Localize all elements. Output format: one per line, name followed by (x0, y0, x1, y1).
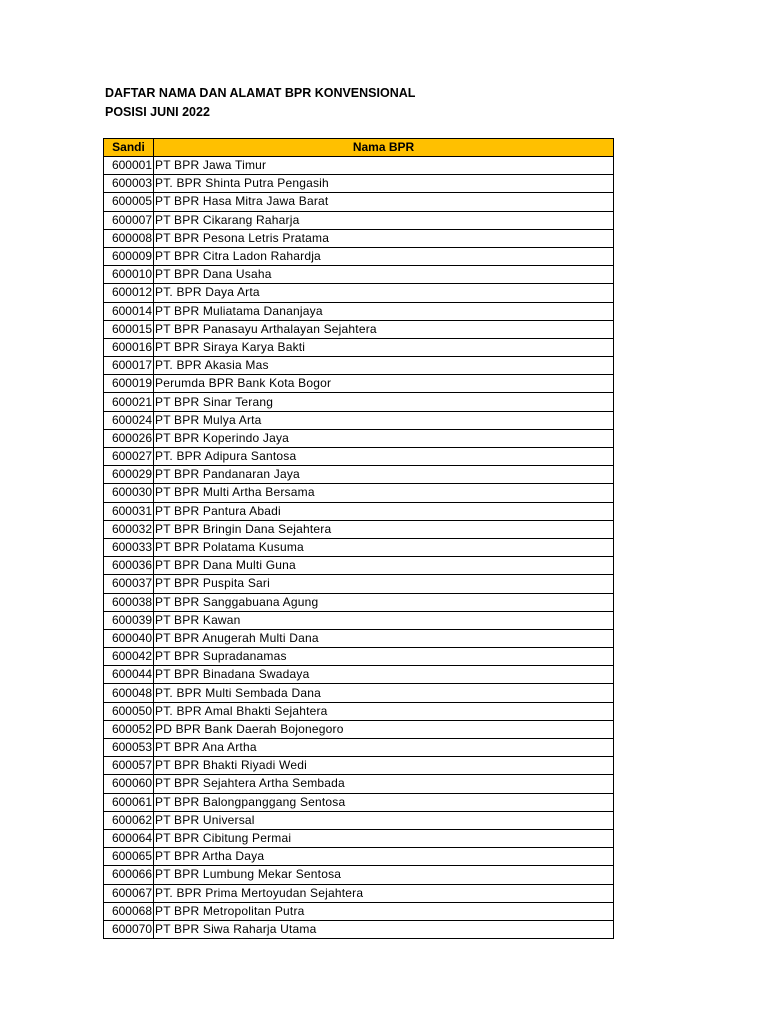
nama-bpr-cell: PT BPR Sanggabuana Agung (154, 593, 614, 611)
table-row (104, 684, 614, 702)
nama-bpr-cell: PT BPR Koperindo Jaya (154, 429, 614, 447)
nama-bpr-cell: PT BPR Pesona Letris Pratama (154, 229, 614, 247)
sandi-cell: 600027 (104, 448, 154, 466)
nama-bpr-cell: PT BPR Ana Artha (154, 739, 614, 757)
nama-bpr-cell: PT BPR Sejahtera Artha Sembada (154, 775, 614, 793)
table-row (104, 484, 614, 502)
sandi-cell: 600005 (104, 193, 154, 211)
sandi-cell: 600008 (104, 229, 154, 247)
table-row (104, 357, 614, 375)
sandi-cell: 600064 (104, 829, 154, 847)
table-row (104, 502, 614, 520)
sandi-cell: 600040 (104, 629, 154, 647)
sandi-cell: 600014 (104, 302, 154, 320)
sandi-cell: 600037 (104, 575, 154, 593)
nama-bpr-cell: PT. BPR Amal Bhakti Sejahtera (154, 702, 614, 720)
sandi-cell: 600032 (104, 520, 154, 538)
table-row (104, 648, 614, 666)
table-row (104, 593, 614, 611)
sandi-cell: 600053 (104, 739, 154, 757)
table-row (104, 920, 614, 938)
nama-bpr-cell: PT BPR Pantura Abadi (154, 502, 614, 520)
nama-bpr-cell: PT BPR Binadana Swadaya (154, 666, 614, 684)
document-title: DAFTAR NAMA DAN ALAMAT BPR KONVENSIONAL (105, 86, 416, 100)
nama-bpr-cell: PT BPR Anugerah Multi Dana (154, 629, 614, 647)
sandi-cell: 600012 (104, 284, 154, 302)
sandi-cell: 600050 (104, 702, 154, 720)
nama-bpr-cell: PT BPR Artha Daya (154, 848, 614, 866)
sandi-cell: 600070 (104, 920, 154, 938)
sandi-cell: 600048 (104, 684, 154, 702)
sandi-cell: 600009 (104, 247, 154, 265)
sandi-cell: 600036 (104, 557, 154, 575)
sandi-cell: 600001 (104, 157, 154, 175)
sandi-cell: 600016 (104, 338, 154, 356)
sandi-cell: 600031 (104, 502, 154, 520)
table-row (104, 193, 614, 211)
nama-bpr-cell: PT BPR Puspita Sari (154, 575, 614, 593)
sandi-cell: 600030 (104, 484, 154, 502)
nama-bpr-cell: PT BPR Cibitung Permai (154, 829, 614, 847)
nama-bpr-cell: PT BPR Multi Artha Bersama (154, 484, 614, 502)
table-row (104, 538, 614, 556)
nama-bpr-cell: PT BPR Universal (154, 811, 614, 829)
table-row (104, 393, 614, 411)
table-row (104, 557, 614, 575)
table-row (104, 611, 614, 629)
nama-bpr-cell: PT BPR Citra Ladon Rahardja (154, 247, 614, 265)
sandi-cell: 600060 (104, 775, 154, 793)
table-row (104, 448, 614, 466)
table-row (104, 175, 614, 193)
nama-bpr-cell: PT BPR Bringin Dana Sejahtera (154, 520, 614, 538)
table-row (104, 848, 614, 866)
sandi-cell: 600044 (104, 666, 154, 684)
sandi-cell: 600021 (104, 393, 154, 411)
table-row (104, 411, 614, 429)
table-row (104, 466, 614, 484)
table-row (104, 757, 614, 775)
nama-bpr-cell: PT BPR Lumbung Mekar Sentosa (154, 866, 614, 884)
nama-bpr-cell: PT BPR Siraya Karya Bakti (154, 338, 614, 356)
nama-bpr-cell: PT BPR Supradanamas (154, 648, 614, 666)
table-row (104, 629, 614, 647)
nama-bpr-cell: PT BPR Siwa Raharja Utama (154, 920, 614, 938)
table-row (104, 229, 614, 247)
table-row (104, 811, 614, 829)
nama-bpr-cell: PT. BPR Shinta Putra Pengasih (154, 175, 614, 193)
nama-bpr-cell: PT BPR Metropolitan Putra (154, 902, 614, 920)
sandi-cell: 600052 (104, 720, 154, 738)
table-row (104, 211, 614, 229)
nama-bpr-cell: PT BPR Cikarang Raharja (154, 211, 614, 229)
table-row (104, 247, 614, 265)
table-row (104, 702, 614, 720)
table-row (104, 338, 614, 356)
nama-bpr-cell: PT BPR Panasayu Arthalayan Sejahtera (154, 320, 614, 338)
sandi-cell: 600010 (104, 266, 154, 284)
nama-bpr-cell: PT BPR Sinar Terang (154, 393, 614, 411)
sandi-cell: 600026 (104, 429, 154, 447)
document-subtitle: POSISI JUNI 2022 (105, 104, 210, 119)
nama-bpr-cell: PT. BPR Multi Sembada Dana (154, 684, 614, 702)
table-row (104, 520, 614, 538)
table-body (104, 157, 614, 939)
sandi-cell: 600029 (104, 466, 154, 484)
sandi-cell: 600042 (104, 648, 154, 666)
table-header-row (104, 139, 614, 157)
sandi-cell: 600003 (104, 175, 154, 193)
table-row (104, 866, 614, 884)
table-row (104, 429, 614, 447)
nama-bpr-cell: PT. BPR Adipura Santosa (154, 448, 614, 466)
table-row (104, 284, 614, 302)
nama-bpr-cell: PT. BPR Daya Arta (154, 284, 614, 302)
sandi-cell: 600065 (104, 848, 154, 866)
table-row (104, 266, 614, 284)
nama-bpr-cell: PD BPR Bank Daerah Bojonegoro (154, 720, 614, 738)
sandi-cell: 600057 (104, 757, 154, 775)
sandi-cell: 600061 (104, 793, 154, 811)
sandi-cell: 600033 (104, 538, 154, 556)
table-row (104, 884, 614, 902)
sandi-cell: 600007 (104, 211, 154, 229)
sandi-cell: 600038 (104, 593, 154, 611)
table-row (104, 575, 614, 593)
column-header-nama-bpr: Nama BPR (154, 139, 614, 157)
nama-bpr-cell: PT. BPR Akasia Mas (154, 357, 614, 375)
document-title-block (105, 84, 415, 121)
sandi-cell: 600039 (104, 611, 154, 629)
nama-bpr-cell: PT BPR Muliatama Dananjaya (154, 302, 614, 320)
nama-bpr-cell: Perumda BPR Bank Kota Bogor (154, 375, 614, 393)
nama-bpr-cell: PT BPR Dana Usaha (154, 266, 614, 284)
nama-bpr-cell: PT BPR Mulya Arta (154, 411, 614, 429)
nama-bpr-cell: PT BPR Kawan (154, 611, 614, 629)
nama-bpr-cell: PT BPR Balongpanggang Sentosa (154, 793, 614, 811)
table-row (104, 902, 614, 920)
table-row (104, 739, 614, 757)
table-row (104, 829, 614, 847)
sandi-cell: 600024 (104, 411, 154, 429)
table-row (104, 302, 614, 320)
bpr-table (103, 138, 614, 939)
table-row (104, 666, 614, 684)
sandi-cell: 600066 (104, 866, 154, 884)
sandi-cell: 600062 (104, 811, 154, 829)
nama-bpr-cell: PT BPR Dana Multi Guna (154, 557, 614, 575)
nama-bpr-cell: PT BPR Hasa Mitra Jawa Barat (154, 193, 614, 211)
table-row (104, 793, 614, 811)
table-row (104, 775, 614, 793)
sandi-cell: 600017 (104, 357, 154, 375)
sandi-cell: 600068 (104, 902, 154, 920)
sandi-cell: 600019 (104, 375, 154, 393)
table-row (104, 720, 614, 738)
nama-bpr-cell: PT BPR Jawa Timur (154, 157, 614, 175)
column-header-sandi: Sandi (104, 139, 154, 157)
table-row (104, 375, 614, 393)
table-row (104, 157, 614, 175)
sandi-cell: 600015 (104, 320, 154, 338)
table-row (104, 320, 614, 338)
nama-bpr-cell: PT BPR Polatama Kusuma (154, 538, 614, 556)
nama-bpr-cell: PT BPR Pandanaran Jaya (154, 466, 614, 484)
nama-bpr-cell: PT. BPR Prima Mertoyudan Sejahtera (154, 884, 614, 902)
nama-bpr-cell: PT BPR Bhakti Riyadi Wedi (154, 757, 614, 775)
sandi-cell: 600067 (104, 884, 154, 902)
